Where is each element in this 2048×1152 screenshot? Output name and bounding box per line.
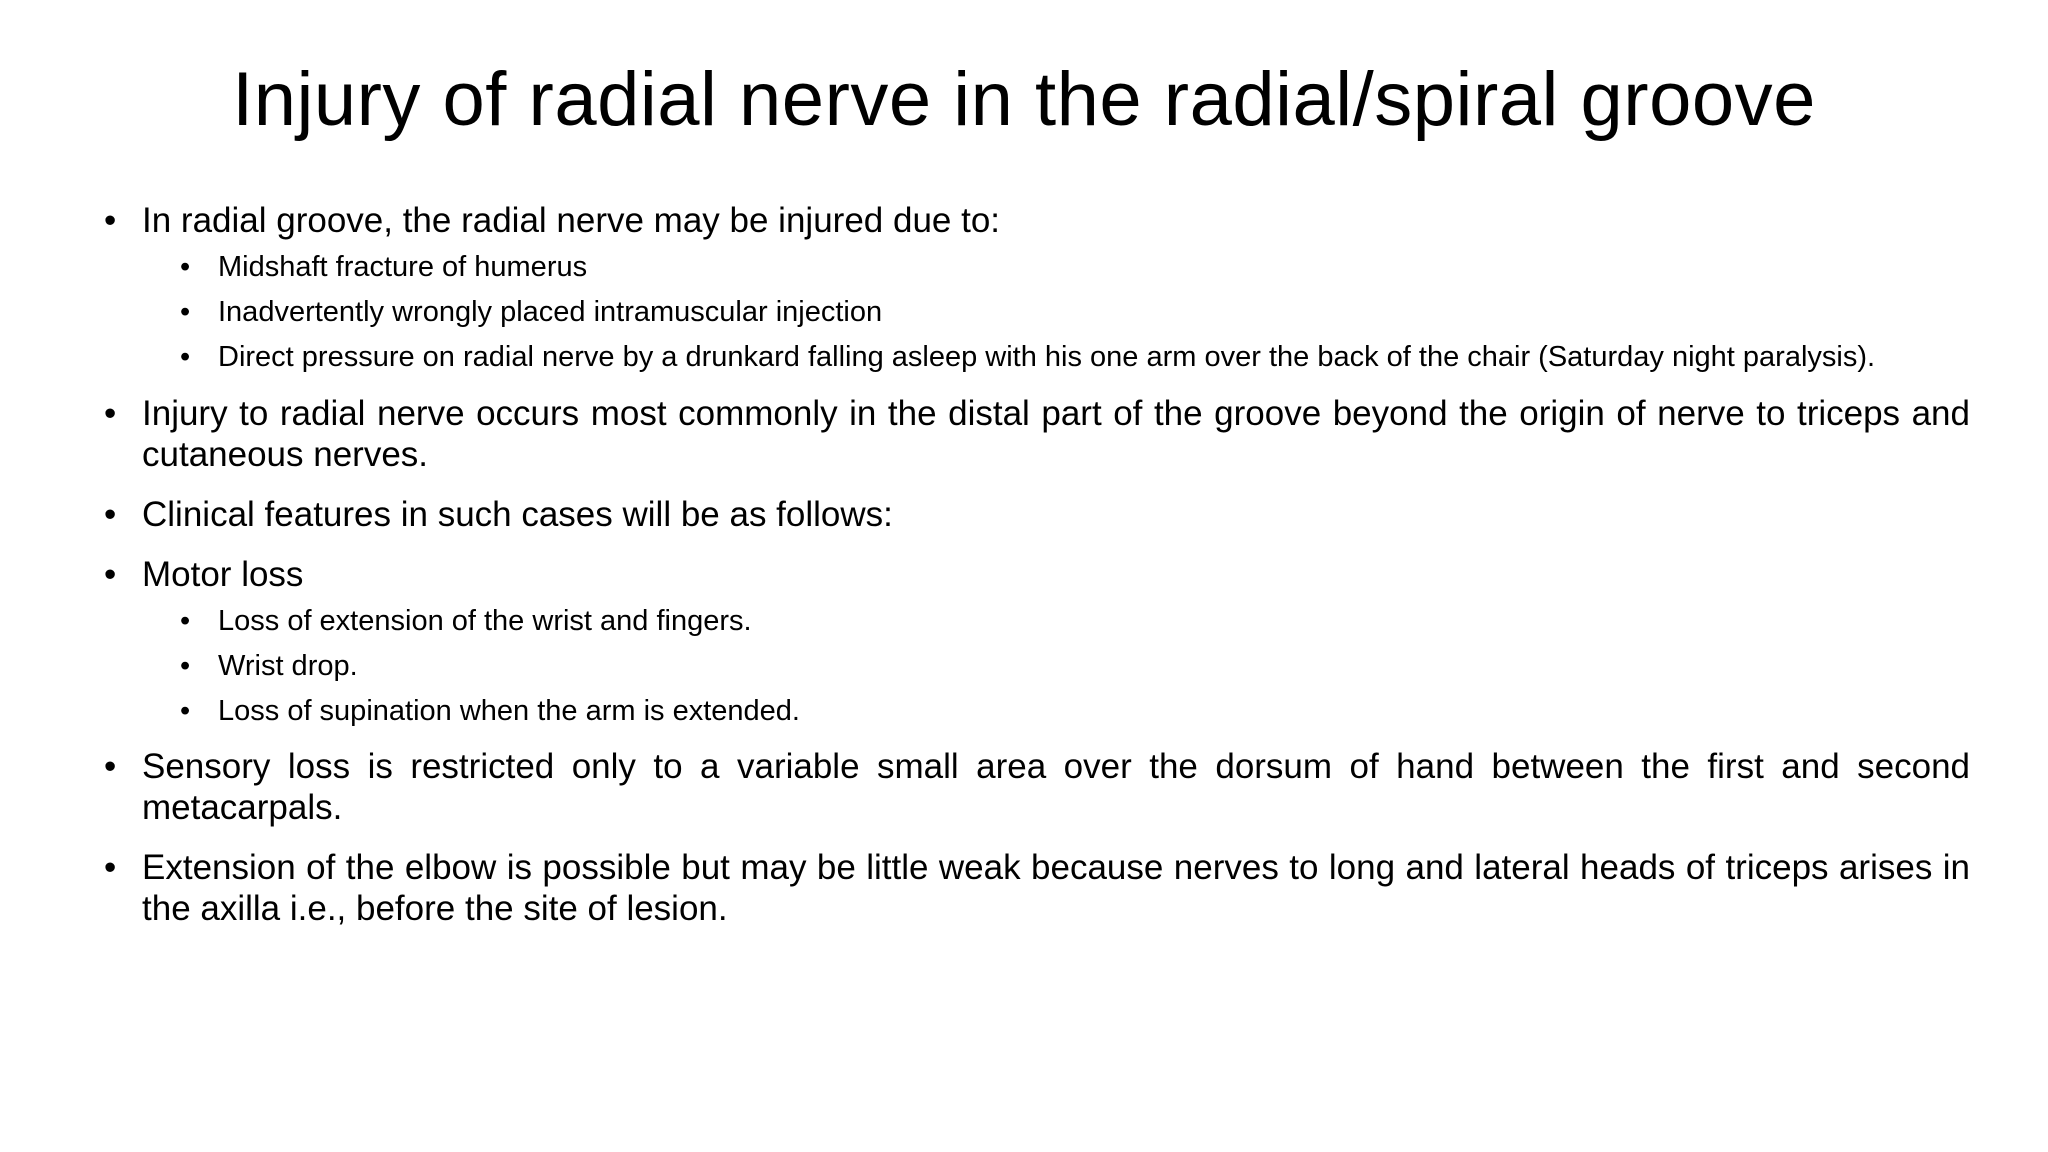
bullet-list (104, 200, 1970, 929)
slide-title: Injury of radial nerve in the radial/spiral groove (232, 57, 1816, 142)
sub-bullet-midshaft-fracture: • Midshaft fracture of humerus (180, 249, 1970, 285)
sub-bullet-loss-of-supination: • Loss of supination when the arm is extended. (180, 693, 1970, 729)
bullet-clinical-features: • Clinical features in such cases will be as follows: (104, 494, 1970, 535)
bullet-motor-loss: • Motor loss (104, 554, 1970, 595)
sub-bullet-wrist-drop: • Wrist drop. (180, 648, 1970, 684)
bullet-injury-distal-groove: • Injury to radial nerve occurs most commonly in the distal part of the groove beyond the origin of nerve to triceps and cutaneous nerves. (104, 393, 1970, 475)
sub-bullet-loss-of-extension: • Loss of extension of the wrist and fingers. (180, 603, 1970, 639)
sub-bullet-intramuscular-injection: • Inadvertently wrongly placed intramuscular injection (180, 294, 1970, 330)
sub-bullet-direct-pressure: • Direct pressure on radial nerve by a drunkard falling asleep with his one arm over the back of the chair (Saturday night paralysis). (180, 339, 1970, 376)
bullet-radial-groove-causes: • In radial groove, the radial nerve may be injured due to: (104, 200, 1970, 241)
bullet-sensory-loss: • Sensory loss is restricted only to a variable small area over the dorsum of hand between the first and second metacarpals. (104, 746, 1970, 828)
bullet-elbow-extension: • Extension of the elbow is possible but may be little weak because nerves to long and lateral heads of triceps arises in the axilla i.e., before the site of lesion. (104, 847, 1970, 929)
